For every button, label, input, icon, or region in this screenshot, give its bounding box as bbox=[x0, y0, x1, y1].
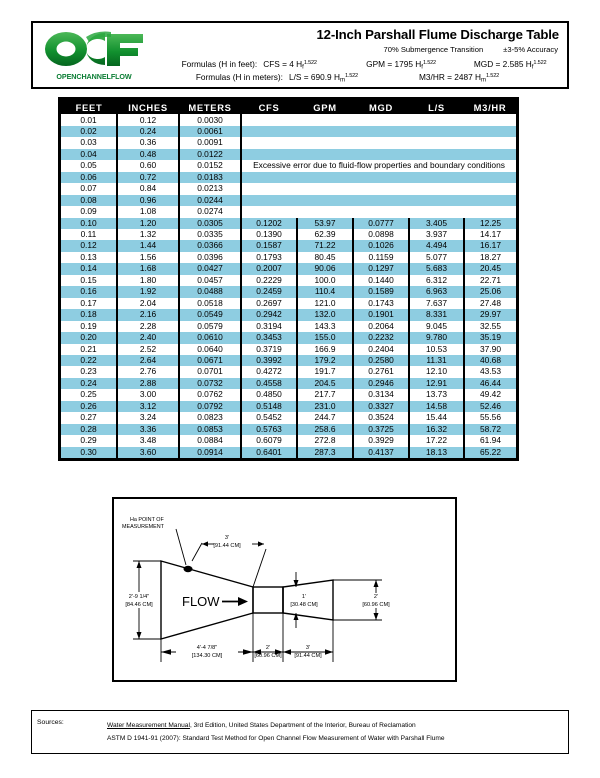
cell-meters: 0.0610 bbox=[179, 332, 241, 343]
cell-mgd: 0.1589 bbox=[353, 286, 409, 297]
dim-bot3-ft: 3' bbox=[305, 645, 311, 651]
cell-meters: 0.0488 bbox=[179, 286, 241, 297]
cell-ls: 3.405 bbox=[409, 218, 464, 229]
cell-meters: 0.0579 bbox=[179, 321, 241, 332]
cell-feet: 0.22 bbox=[61, 355, 117, 366]
cell-cfs: 0.1202 bbox=[241, 218, 297, 229]
cell-mgd: 0.1159 bbox=[353, 252, 409, 263]
sources-panel bbox=[31, 710, 569, 754]
table-row bbox=[61, 389, 516, 400]
table-row bbox=[61, 344, 516, 355]
cell-ls: 14.58 bbox=[409, 401, 464, 412]
throat-section bbox=[253, 587, 283, 613]
cell-ls: 15.44 bbox=[409, 412, 464, 423]
cell-inches: 1.44 bbox=[117, 240, 179, 251]
cell-gpm: 287.3 bbox=[297, 447, 353, 458]
cell-feet: 0.21 bbox=[61, 344, 117, 355]
col-head-feet: FEET bbox=[61, 100, 117, 114]
cell-cfs: 0.5763 bbox=[241, 424, 297, 435]
table-body bbox=[61, 114, 516, 458]
table-row bbox=[61, 160, 516, 171]
empty-data-cells bbox=[241, 149, 516, 160]
cell-cfs: 0.2007 bbox=[241, 263, 297, 274]
cell-gpm: 71.22 bbox=[297, 240, 353, 251]
cell-meters: 0.0213 bbox=[179, 183, 241, 194]
cell-m3hr: 12.25 bbox=[464, 218, 516, 229]
cell-ls: 12.91 bbox=[409, 378, 464, 389]
cell-gpm: 121.0 bbox=[297, 298, 353, 309]
cell-meters: 0.0701 bbox=[179, 366, 241, 377]
col-head-ls: L/S bbox=[409, 100, 464, 114]
col-head-cfs: CFS bbox=[241, 100, 297, 114]
table-row bbox=[61, 447, 516, 458]
cell-cfs: 0.3719 bbox=[241, 344, 297, 355]
cell-cfs: 0.3453 bbox=[241, 332, 297, 343]
ha-label-line2: MEASUREMENT bbox=[122, 524, 164, 530]
dim-right-cm: [60.96 CM] bbox=[362, 602, 390, 608]
source-1-rest: , 3rd Edition, United States Department of the Interior, Bureau of Reclamation bbox=[189, 722, 416, 729]
table-row bbox=[61, 252, 516, 263]
discharge-table-panel bbox=[58, 97, 519, 461]
cell-mgd: 0.0898 bbox=[353, 229, 409, 240]
cell-feet: 0.16 bbox=[61, 286, 117, 297]
formula-mgd: MGD = 2.585 $H_f^{1.522}$ bbox=[473, 59, 547, 71]
cell-m3hr: 32.55 bbox=[480, 320, 501, 331]
table-row bbox=[61, 195, 516, 206]
cell-inches: 0.60 bbox=[117, 160, 179, 171]
source-1-title: Water Measurement Manual bbox=[107, 722, 190, 729]
cell-inches: 1.20 bbox=[117, 218, 179, 229]
cell-meters: 0.0030 bbox=[179, 114, 241, 126]
empty-data-cells bbox=[241, 126, 516, 137]
cell-ls: 10.53 bbox=[409, 344, 464, 355]
cell-cfs: 0.1793 bbox=[241, 252, 297, 263]
table-row bbox=[61, 172, 516, 183]
cell-m3hr: 18.27 bbox=[480, 251, 501, 262]
cell-feet: 0.19 bbox=[61, 321, 117, 332]
formula-block bbox=[159, 59, 561, 85]
page-title: 12-Inch Parshall Flume Discharge Table bbox=[316, 27, 559, 42]
cell-ls: 4.494 bbox=[409, 240, 464, 251]
cell-inches: 1.92 bbox=[117, 286, 179, 297]
cell-m3hr: 55.56 bbox=[480, 412, 501, 423]
cell-gpm: 132.0 bbox=[297, 309, 353, 320]
cell-inches: 0.24 bbox=[117, 126, 179, 137]
cell-m3hr: 16.17 bbox=[464, 240, 516, 251]
cell-m3hr: 58.72 bbox=[464, 424, 516, 435]
cell-m3hr: 65.22 bbox=[464, 447, 516, 458]
formula-ls: L/S = 690.9 $H_m^{1.522}$ bbox=[289, 72, 358, 84]
cell-inches: 0.36 bbox=[117, 137, 179, 148]
cell-cfs: 0.3194 bbox=[241, 321, 297, 332]
cell-feet: 0.24 bbox=[61, 378, 117, 389]
formula-label-meters: Formulas (H in meters): bbox=[195, 72, 283, 82]
cell-inches: 3.36 bbox=[117, 424, 179, 435]
cell-mgd: 0.1440 bbox=[353, 275, 409, 286]
table-row bbox=[61, 149, 516, 160]
table-row bbox=[61, 183, 516, 194]
cell-meters: 0.0884 bbox=[179, 435, 241, 446]
cell-gpm: 53.97 bbox=[297, 218, 353, 229]
cell-meters: 0.0640 bbox=[179, 344, 241, 355]
cell-cfs: 0.1390 bbox=[241, 229, 297, 240]
cell-inches: 3.48 bbox=[117, 435, 179, 446]
cell-ls: 9.045 bbox=[409, 321, 464, 332]
cell-ls: 7.637 bbox=[409, 298, 464, 309]
cell-meters: 0.0732 bbox=[179, 378, 241, 389]
cell-inches: 1.80 bbox=[117, 275, 179, 286]
cell-feet: 0.14 bbox=[61, 263, 117, 274]
cell-m3hr: 46.44 bbox=[464, 378, 516, 389]
cell-m3hr: 49.42 bbox=[480, 389, 501, 400]
cell-ls: 12.10 bbox=[409, 366, 464, 377]
cell-feet: 0.26 bbox=[61, 401, 117, 412]
cell-feet: 0.27 bbox=[61, 412, 117, 423]
cell-cfs: 0.3992 bbox=[241, 355, 297, 366]
diverging-section bbox=[283, 580, 333, 620]
cell-inches: 1.68 bbox=[117, 263, 179, 274]
cell-cfs: 0.2942 bbox=[241, 309, 297, 320]
cell-gpm: 244.7 bbox=[297, 412, 353, 423]
cell-meters: 0.0061 bbox=[179, 126, 241, 137]
cell-inches: 1.56 bbox=[117, 252, 179, 263]
cell-meters: 0.0914 bbox=[179, 447, 241, 458]
cell-meters: 0.0091 bbox=[179, 137, 241, 148]
cell-mgd: 0.1901 bbox=[353, 309, 409, 320]
table-header-row bbox=[61, 100, 516, 114]
table-row bbox=[61, 378, 516, 389]
cell-feet: 0.13 bbox=[61, 252, 117, 263]
cell-gpm: 166.9 bbox=[297, 344, 353, 355]
cell-mgd: 0.2761 bbox=[353, 366, 409, 377]
flow-arrow bbox=[222, 597, 248, 606]
cell-inches: 0.12 bbox=[117, 114, 179, 126]
cell-mgd: 0.2580 bbox=[353, 355, 409, 366]
subtitle-row bbox=[384, 45, 558, 54]
cell-mgd: 0.3725 bbox=[353, 424, 409, 435]
cell-gpm: 100.0 bbox=[297, 275, 353, 286]
dim-bot2-cm: [60.96 CM] bbox=[254, 653, 282, 659]
cell-inches: 3.00 bbox=[117, 389, 179, 400]
formula-label-feet: Formulas (H in feet): bbox=[181, 59, 258, 69]
cell-meters: 0.0396 bbox=[179, 252, 241, 263]
cell-meters: 0.0335 bbox=[179, 229, 241, 240]
openchannelflow-logo bbox=[39, 27, 149, 85]
cell-inches: 2.40 bbox=[117, 332, 179, 343]
cell-m3hr: 52.46 bbox=[464, 401, 516, 412]
cell-meters: 0.0671 bbox=[179, 355, 241, 366]
cell-ls: 6.963 bbox=[409, 286, 464, 297]
cell-gpm: 80.45 bbox=[297, 252, 353, 263]
formula-row-feet bbox=[159, 59, 561, 72]
table-row bbox=[61, 275, 516, 286]
cell-feet: 0.23 bbox=[61, 366, 117, 377]
accuracy-text: ±3-5% Accuracy bbox=[503, 45, 558, 54]
cell-mgd: 0.2946 bbox=[353, 378, 409, 389]
cell-feet: 0.20 bbox=[61, 332, 117, 343]
formula-m3hr: M3/HR = 2487 $H_m^{1.522}$ bbox=[419, 72, 500, 84]
table-row bbox=[61, 240, 516, 251]
table-row bbox=[61, 435, 516, 446]
cell-ls: 13.73 bbox=[409, 389, 464, 400]
cell-feet: 0.04 bbox=[61, 149, 117, 160]
cell-inches: 1.08 bbox=[117, 206, 179, 217]
cell-inches: 2.52 bbox=[117, 344, 179, 355]
cell-feet: 0.07 bbox=[61, 183, 117, 194]
cell-ls: 5.683 bbox=[409, 263, 464, 274]
cell-gpm: 62.39 bbox=[297, 229, 353, 240]
table-row bbox=[61, 286, 516, 297]
table-row bbox=[61, 332, 516, 343]
cell-gpm: 90.06 bbox=[297, 263, 353, 274]
cell-ls: 16.32 bbox=[409, 424, 464, 435]
cell-mgd: 0.3929 bbox=[353, 435, 409, 446]
cell-cfs: 0.2459 bbox=[241, 286, 297, 297]
cell-gpm: 231.0 bbox=[297, 401, 353, 412]
cell-gpm: 110.4 bbox=[297, 286, 353, 297]
cell-cfs: 0.5452 bbox=[241, 412, 297, 423]
cell-m3hr: 37.90 bbox=[480, 343, 501, 354]
cell-ls: 18.13 bbox=[409, 447, 464, 458]
cell-meters: 0.0549 bbox=[179, 309, 241, 320]
cell-m3hr: 40.68 bbox=[464, 355, 516, 366]
cell-meters: 0.0792 bbox=[179, 401, 241, 412]
table-row bbox=[61, 206, 516, 217]
cell-gpm: 191.7 bbox=[297, 366, 353, 377]
cell-ls: 9.780 bbox=[409, 332, 464, 343]
cell-mgd: 0.1743 bbox=[353, 298, 409, 309]
formula-cfs: CFS = 4 $H_f^{1.522}$ bbox=[263, 59, 317, 71]
cell-feet: 0.10 bbox=[61, 218, 117, 229]
cell-cfs: 0.2697 bbox=[241, 298, 297, 309]
table-row bbox=[61, 412, 516, 423]
cell-mgd: 0.4137 bbox=[353, 447, 409, 458]
col-head-inches: INCHES bbox=[117, 100, 179, 114]
cell-ls: 3.937 bbox=[409, 229, 464, 240]
empty-data-cells bbox=[241, 137, 516, 148]
cell-mgd: 0.3134 bbox=[353, 389, 409, 400]
cell-cfs: 0.5148 bbox=[241, 401, 297, 412]
formula-row-meters bbox=[159, 72, 561, 85]
empty-data-cells bbox=[241, 195, 516, 206]
source-line-2: ASTM D 1941-91 (2007): Standard Test Method for Open Channel Flow Measurement of Water with Parshall Flume bbox=[107, 735, 445, 742]
cell-mgd: 0.3327 bbox=[353, 401, 409, 412]
cell-gpm: 258.6 bbox=[297, 424, 353, 435]
cell-m3hr: 27.48 bbox=[480, 297, 501, 308]
dim-bot1-ft: 4'-4 7/8" bbox=[196, 645, 218, 651]
cell-m3hr: 61.94 bbox=[480, 435, 501, 446]
table-row bbox=[61, 298, 516, 309]
cell-meters: 0.0762 bbox=[179, 389, 241, 400]
table-row bbox=[61, 309, 516, 320]
excessive-error-note: Excessive error due to fluid-flow properties and boundary conditions bbox=[241, 160, 516, 171]
cell-meters: 0.0366 bbox=[179, 240, 241, 251]
cell-mgd: 0.2404 bbox=[353, 344, 409, 355]
cell-m3hr: 43.53 bbox=[480, 366, 501, 377]
cell-inches: 2.88 bbox=[117, 378, 179, 389]
flume-diagram-panel bbox=[112, 497, 457, 682]
cell-feet: 0.11 bbox=[61, 229, 117, 240]
dim-throat-cm: [30.48 CM] bbox=[290, 602, 318, 608]
cell-mgd: 0.1297 bbox=[353, 263, 409, 274]
table-row bbox=[61, 263, 516, 274]
cell-feet: 0.18 bbox=[61, 309, 117, 320]
cell-gpm: 272.8 bbox=[297, 435, 353, 446]
cell-feet: 0.17 bbox=[61, 298, 117, 309]
cell-m3hr: 14.17 bbox=[480, 229, 501, 240]
cell-meters: 0.0244 bbox=[179, 195, 241, 206]
cell-inches: 2.64 bbox=[117, 355, 179, 366]
cell-inches: 0.96 bbox=[117, 195, 179, 206]
table-row bbox=[61, 218, 516, 229]
cell-gpm: 204.5 bbox=[297, 378, 353, 389]
cell-ls: 11.31 bbox=[409, 355, 464, 366]
cell-inches: 2.28 bbox=[117, 321, 179, 332]
table-row bbox=[61, 366, 516, 377]
dim-left-cm: [84.46 CM] bbox=[125, 602, 153, 608]
cell-gpm: 143.3 bbox=[297, 321, 353, 332]
cell-feet: 0.01 bbox=[61, 114, 117, 126]
table-row bbox=[61, 424, 516, 435]
cell-cfs: 0.4272 bbox=[241, 366, 297, 377]
cell-meters: 0.0853 bbox=[179, 424, 241, 435]
cell-cfs: 0.2229 bbox=[241, 275, 297, 286]
cell-inches: 0.84 bbox=[117, 183, 179, 194]
sources-label: Sources: bbox=[37, 719, 64, 726]
cell-feet: 0.03 bbox=[61, 137, 117, 148]
dim-top-cm: [91.44 CM] bbox=[213, 543, 241, 549]
cell-cfs: 0.4850 bbox=[241, 389, 297, 400]
dim-right-ft: 2' bbox=[373, 594, 379, 600]
col-head-mgd: MGD bbox=[353, 100, 409, 114]
parshall-flume-diagram bbox=[114, 499, 455, 680]
table-row bbox=[61, 114, 516, 126]
cell-meters: 0.0152 bbox=[179, 160, 241, 171]
cell-inches: 0.48 bbox=[117, 149, 179, 160]
sources-list bbox=[107, 719, 564, 745]
source-line-1 bbox=[107, 719, 564, 732]
cell-mgd: 0.0777 bbox=[353, 218, 409, 229]
cell-mgd: 0.3524 bbox=[353, 412, 409, 423]
cell-m3hr: 35.19 bbox=[464, 332, 516, 343]
dim-top-ft: 3' bbox=[224, 535, 230, 541]
cell-ls: 17.22 bbox=[409, 435, 464, 446]
cell-feet: 0.06 bbox=[61, 172, 117, 183]
col-head-m3hr: M3/HR bbox=[464, 100, 516, 114]
cell-feet: 0.02 bbox=[61, 126, 117, 137]
cell-ls: 6.312 bbox=[409, 275, 464, 286]
cell-feet: 0.28 bbox=[61, 424, 117, 435]
cell-ls: 8.331 bbox=[409, 309, 464, 320]
cell-meters: 0.0427 bbox=[179, 263, 241, 274]
dim-bot3-cm: [91.44 CM] bbox=[294, 653, 322, 659]
cell-mgd: 0.1026 bbox=[353, 240, 409, 251]
ocf-logo-mark bbox=[39, 27, 149, 73]
col-head-gpm: GPM bbox=[297, 100, 353, 114]
cell-meters: 0.0823 bbox=[179, 412, 241, 423]
cell-feet: 0.08 bbox=[61, 195, 117, 206]
dim-throat-ft: 1' bbox=[301, 594, 307, 600]
empty-data-cells bbox=[241, 114, 516, 126]
cell-meters: 0.0183 bbox=[179, 172, 241, 183]
table-row bbox=[61, 126, 516, 137]
table-row bbox=[61, 401, 516, 412]
cell-inches: 3.60 bbox=[117, 447, 179, 458]
empty-data-cells bbox=[241, 206, 516, 217]
cell-cfs: 0.4558 bbox=[241, 378, 297, 389]
col-head-meters: METERS bbox=[179, 100, 241, 114]
cell-feet: 0.25 bbox=[61, 389, 117, 400]
cell-m3hr: 29.97 bbox=[464, 309, 516, 320]
cell-feet: 0.15 bbox=[61, 275, 117, 286]
table-row bbox=[61, 321, 516, 332]
dim-left-ft: 2'-9 1/4" bbox=[128, 594, 150, 600]
cell-meters: 0.0274 bbox=[179, 206, 241, 217]
cell-inches: 2.76 bbox=[117, 366, 179, 377]
cell-mgd: 0.2064 bbox=[353, 321, 409, 332]
cell-feet: 0.29 bbox=[61, 435, 117, 446]
cell-feet: 0.12 bbox=[61, 240, 117, 251]
empty-data-cells bbox=[241, 172, 516, 183]
cell-cfs: 0.6079 bbox=[241, 435, 297, 446]
cell-feet: 0.09 bbox=[61, 206, 117, 217]
cell-inches: 3.12 bbox=[117, 401, 179, 412]
cell-gpm: 179.2 bbox=[297, 355, 353, 366]
cell-m3hr: 20.45 bbox=[464, 263, 516, 274]
cell-meters: 0.0457 bbox=[179, 275, 241, 286]
cell-cfs: 0.6401 bbox=[241, 447, 297, 458]
cell-cfs: 0.1587 bbox=[241, 240, 297, 251]
cell-inches: 1.32 bbox=[117, 229, 179, 240]
discharge-table bbox=[61, 100, 516, 458]
logo-wordmark: OPENCHANNELFLOW bbox=[56, 72, 132, 81]
cell-meters: 0.0518 bbox=[179, 298, 241, 309]
table-row bbox=[61, 137, 516, 148]
cell-mgd: 0.2232 bbox=[353, 332, 409, 343]
cell-meters: 0.0122 bbox=[179, 149, 241, 160]
cell-ls: 5.077 bbox=[409, 252, 464, 263]
header-panel bbox=[31, 21, 569, 89]
empty-data-cells bbox=[241, 183, 516, 194]
cell-feet: 0.30 bbox=[61, 447, 117, 458]
cell-gpm: 155.0 bbox=[297, 332, 353, 343]
cell-feet: 0.05 bbox=[61, 160, 117, 171]
ha-label-line1: Ha POINT OF bbox=[130, 517, 164, 523]
cell-gpm: 217.7 bbox=[297, 389, 353, 400]
dim-bot1-cm: [134.30 CM] bbox=[191, 653, 223, 659]
formula-gpm: GPM = 1795 $H_f^{1.522}$ bbox=[366, 59, 436, 71]
table-row bbox=[61, 229, 516, 240]
cell-inches: 2.16 bbox=[117, 309, 179, 320]
flow-label: FLOW bbox=[182, 594, 220, 609]
table-row bbox=[61, 355, 516, 366]
cell-m3hr: 22.71 bbox=[480, 274, 501, 285]
submergence-text: 70% Submergence Transition bbox=[383, 45, 484, 54]
cell-meters: 0.0305 bbox=[179, 218, 241, 229]
cell-m3hr: 25.06 bbox=[464, 286, 516, 297]
cell-inches: 0.72 bbox=[117, 172, 179, 183]
cell-inches: 2.04 bbox=[117, 298, 179, 309]
cell-inches: 3.24 bbox=[117, 412, 179, 423]
dim-bot2-ft: 2' bbox=[265, 645, 271, 651]
